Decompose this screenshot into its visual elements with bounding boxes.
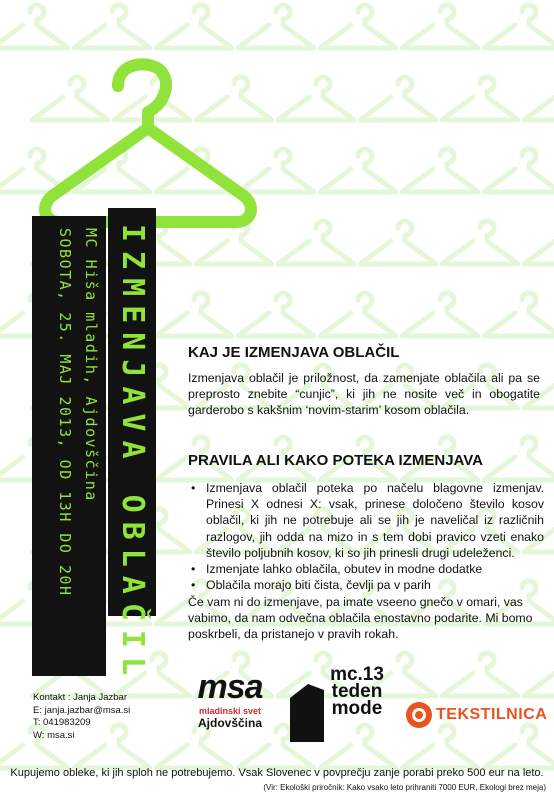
section1-heading: KAJ JE IZMENJAVA OBLAČIL	[188, 344, 400, 361]
rules-list	[188, 480, 544, 593]
venue-line: MC Hiša mladih, Ajdovščina	[82, 228, 100, 502]
date-line: SOBOTA, 25. MAJ 2013, OD 13H DO 20H	[56, 228, 74, 597]
poster-title: IZMENJAVA OBLAČIL	[115, 224, 150, 685]
teden-mode-logo	[286, 664, 390, 744]
tekstilnica-text: TEKSTILNICA	[436, 706, 548, 723]
tekstilnica-icon	[404, 700, 434, 730]
section1-text: Izmenjava oblačil je priložnost, da zamenjate oblačila ali pa se preprosto znebite “cunjic”, ki jih ne nosite več in obogatite garderobo s kakšnim ‘novim-starim’ kosom oblačila.	[188, 371, 540, 418]
rule-item: • Oblačila morajo biti čista, čevlji pa v parih	[188, 577, 544, 593]
tekstilnica-logo	[402, 700, 552, 736]
contact-web: W: msa.si	[33, 729, 75, 741]
msa-logo	[186, 668, 274, 750]
msa-mark: msa	[197, 668, 263, 706]
contact-name: Kontakt : Janja Jazbar	[33, 692, 127, 703]
section2-heading: PRAVILA ALI KAKO POTEKA IZMENJAVA	[188, 452, 484, 469]
msa-line1: mladinski svet	[198, 706, 262, 716]
rule-item: • Izmenjate lahko oblačila, obutev in modne dodatke	[188, 561, 544, 577]
closing-text: Če vam ni do izmenjave, pa imate vseeno gnečo v omari, vas vabimo, da nam odvečna oblačila enostavno podarite. Mi bomo poskrbeli, da pristanejo v pravih rokah.	[188, 595, 533, 642]
rule-item: • Izmenjava oblačil poteka po načelu blagovne izmenjav. Prinesi X odnesi X: vsak, prinese določeno število kosov oblačil, ki jih ne potrebuje ali se jih je naveličal iz različnih razlogov, jih odda na mizo in s tem dobi pravico vzeti enako število poljubnih kosov, ki so jih prinesli drugi udeleženci.	[188, 480, 544, 561]
footer-source: (Vir: Ekološki priročnik: Kako vsako leto prihraniti 7000 EUR, Ekologi brez meja)	[263, 783, 546, 792]
teden-mode-mark: mc.13 teden mode	[330, 664, 384, 719]
msa-line2: Ajdovščina	[197, 716, 263, 730]
contact-email: E: janja.jazbar@msa.si	[33, 704, 131, 716]
contact-phone: T: 041983209	[33, 717, 91, 728]
footer-text: Kupujemo obleke, ki jih sploh ne potrebujemo. Vsak Slovenec v povprečju zanje porabi preko 500 eur na leto.	[10, 767, 544, 779]
contact-block	[33, 692, 130, 742]
